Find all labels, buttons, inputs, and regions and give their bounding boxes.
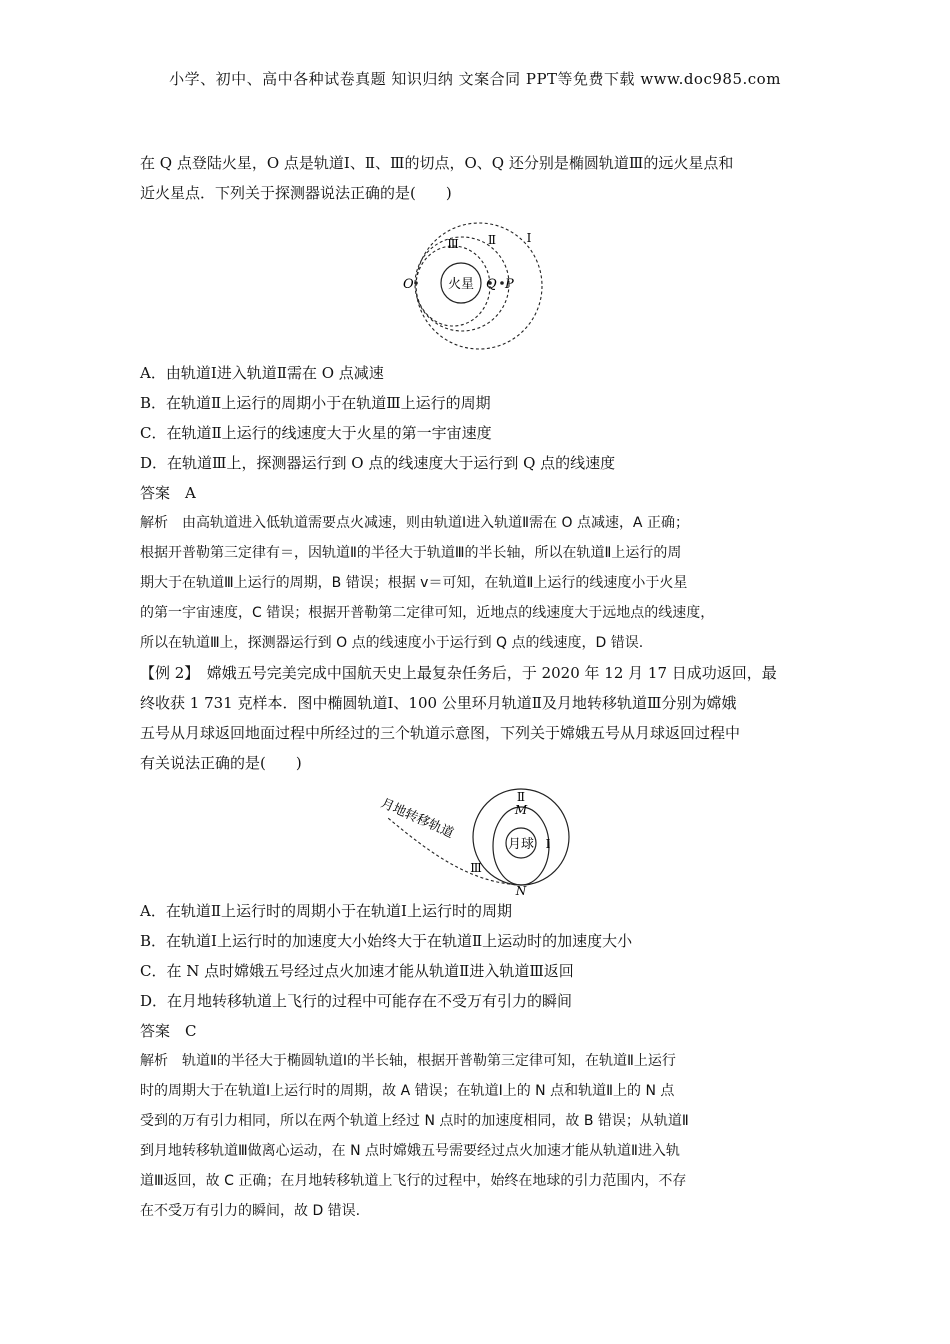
- q1-analysis-line: 期大于在轨道Ⅲ上运行的周期，B 错误；根据 v＝可知，在轨道Ⅱ上运行的线速度小于火星: [140, 575, 688, 591]
- q1-analysis-line: 的第一宇宙速度，C 错误；根据开普勒第二定律可知，近地点的线速度大于远地点的线速度，: [140, 605, 715, 621]
- q2-stem-line: 有关说法正确的是( ): [140, 754, 302, 772]
- mars-orbit-figure: [140, 208, 820, 358]
- q2-answer-value: C: [185, 1022, 197, 1040]
- q2-option-d: D．在月地转移轨道上飞行的过程中可能存在不受万有引力的瞬间: [140, 992, 573, 1010]
- label-O: O: [403, 277, 414, 292]
- moon-label: 月球: [507, 837, 535, 852]
- q1-option-d: D．在轨道Ⅲ上，探测器运行到 O 点的线速度大于运行到 Q 点的线速度: [140, 454, 616, 472]
- label-I: Ⅰ: [545, 837, 551, 851]
- label-Q: Q: [486, 277, 497, 292]
- label-III: Ⅲ: [470, 861, 482, 875]
- moon-orbit-figure: [140, 778, 820, 896]
- label-M: M: [514, 803, 528, 817]
- q2-analysis-line: 到月地转移轨道Ⅲ做离心运动，在 N 点时嫦娥五号需要经过点火加速才能从轨道Ⅱ进入轨: [140, 1143, 680, 1159]
- q2-analysis-line: 在不受万有引力的瞬间，故 D 错误.: [140, 1203, 361, 1219]
- q2-analysis-line: 道Ⅲ返回，故 C 正确；在月地转移轨道上飞行的过程中，始终在地球的引力范围内，不存: [140, 1173, 687, 1189]
- mars-label: 火星: [447, 277, 475, 292]
- q1-option-a: A．由轨道Ⅰ进入轨道Ⅱ需在 O 点减速: [140, 364, 384, 382]
- point-O: [414, 281, 418, 285]
- label-transfer: 月地转移轨道: [378, 795, 456, 842]
- moon-orbit-diagram: [140, 778, 820, 896]
- mars-orbit-diagram: [140, 208, 820, 358]
- document-body: [140, 148, 820, 1226]
- q1-stem-line: 在 Q 点登陆火星，O 点是轨道Ⅰ、Ⅱ、Ⅲ的切点，O、Q 还分别是椭圆轨道Ⅲ的远火星点和: [140, 154, 734, 172]
- q2-analysis-line: 时的周期大于在轨道Ⅰ上运行时的周期，故 A 错误；在轨道Ⅰ上的 N 点和轨道Ⅱ上的 N 点: [140, 1083, 675, 1099]
- label-II: Ⅱ: [487, 233, 497, 247]
- q1-answer-value: A: [185, 484, 196, 502]
- q2-stem-line: 终收获 1 731 克样本．图中椭圆轨道Ⅰ、100 公里环月轨道Ⅱ及月地转移轨道Ⅲ分别为嫦娥: [140, 694, 737, 712]
- point-P: [500, 281, 504, 285]
- q2-stem-line: 五号从月球返回地面过程中所经过的三个轨道示意图，下列关于嫦娥五号从月球返回过程中: [140, 724, 741, 742]
- q1-analysis-line: 所以在轨道Ⅲ上，探测器运行到 O 点的线速度小于运行到 Q 点的线速度，D 错误.: [140, 635, 644, 651]
- label-III: Ⅲ: [447, 237, 459, 251]
- q1-option-c: C．在轨道Ⅱ上运行的线速度大于火星的第一宇宙速度: [140, 424, 492, 442]
- q2-stem-line: 【例 2】 嫦娥五号完美完成中国航天史上最复杂任务后，于 2020 年 12 月 17 日成功返回，最: [140, 664, 777, 682]
- label-P: P: [505, 277, 514, 292]
- q2-answer-label: 答案: [140, 1022, 171, 1040]
- q1-answer: [140, 478, 820, 508]
- label-I: Ⅰ: [526, 231, 532, 245]
- q2-option-a: A．在轨道Ⅱ上运行时的周期小于在轨道Ⅰ上运行时的周期: [140, 902, 512, 920]
- q1-analysis-line: 解析 由高轨道进入低轨道需要点火减速，则由轨道Ⅰ进入轨道Ⅱ需在 O 点减速，A 正确；: [140, 515, 689, 531]
- label-II: Ⅱ: [516, 790, 526, 804]
- q2-analysis-line: 解析 轨道Ⅱ的半径大于椭圆轨道Ⅰ的半长轴，根据开普勒第三定律可知，在轨道Ⅱ上运行: [140, 1053, 676, 1069]
- q2-answer: [140, 1016, 820, 1046]
- q2-option-b: B．在轨道Ⅰ上运行时的加速度大小始终大于在轨道Ⅱ上运动时的加速度大小: [140, 932, 633, 950]
- page-header: 小学、初中、高中各种试卷真题 知识归纳 文案合同 PPT等免费下载 www.doc985.com: [169, 70, 781, 88]
- label-N: N: [515, 884, 527, 896]
- q1-answer-label: 答案: [140, 484, 171, 502]
- q2-option-c: C．在 N 点时嫦娥五号经过点火加速才能从轨道Ⅱ进入轨道Ⅲ返回: [140, 962, 574, 980]
- q1-option-b: B．在轨道Ⅱ上运行的周期小于在轨道Ⅲ上运行的周期: [140, 394, 491, 412]
- q1-analysis-line: 根据开普勒第三定律有＝，因轨道Ⅱ的半径大于轨道Ⅲ的半长轴，所以在轨道Ⅱ上运行的周: [140, 545, 682, 561]
- q1-stem-line: 近火星点．下列关于探测器说法正确的是( ): [140, 184, 452, 202]
- q2-analysis-line: 受到的万有引力相同，所以在两个轨道上经过 N 点时的加速度相同，故 B 错误；从轨道Ⅱ: [140, 1113, 689, 1129]
